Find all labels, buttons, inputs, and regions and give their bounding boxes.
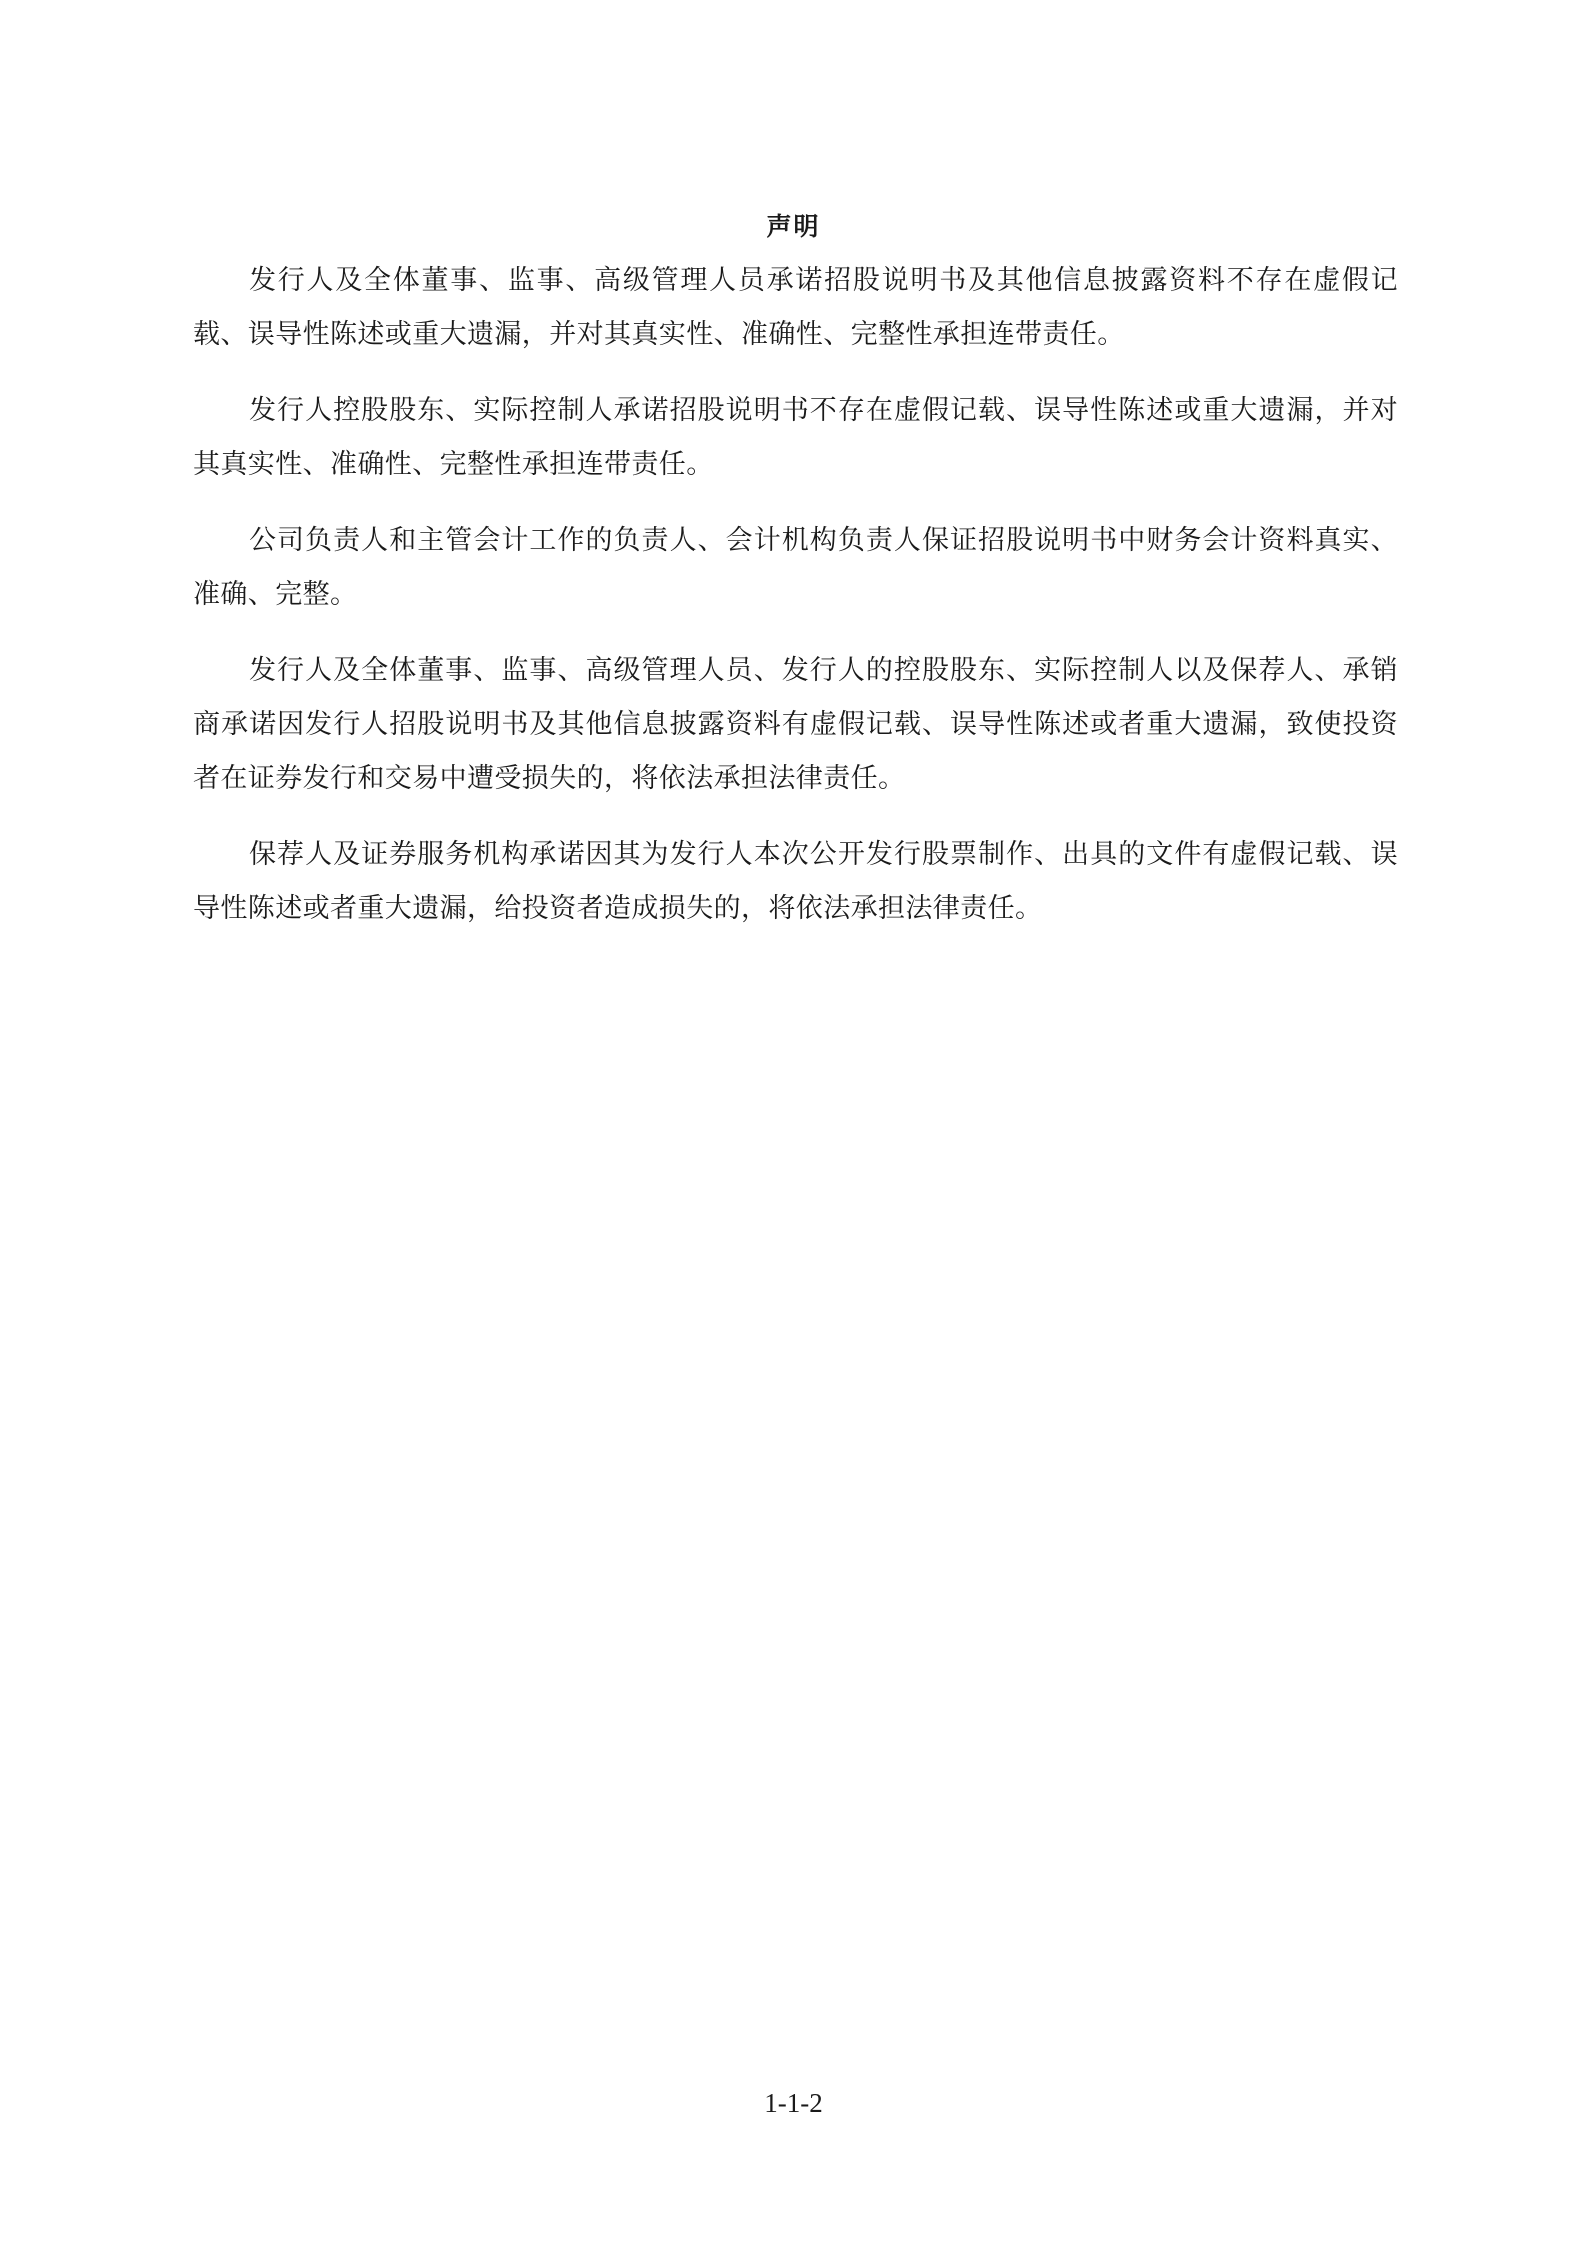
page-number: 1-1-2	[764, 2088, 823, 2118]
paragraph-sponsor-commitment: 保荐人及证券服务机构承诺因其为发行人本次公开发行股票制作、出具的文件有虚假记载、误导性陈述或者重大遗漏，给投资者造成损失的，将依法承担法律责任。	[193, 839, 1398, 924]
document-title: 声明	[766, 212, 821, 241]
paragraph-accounting-guarantee: 公司负责人和主管会计工作的负责人、会计机构负责人保证招股说明书中财务会计资料真实、准确、完整。	[193, 525, 1398, 610]
paragraph-directors-commitment: 发行人及全体董事、监事、高级管理人员承诺招股说明书及其他信息披露资料不存在虚假记载、误导性陈述或重大遗漏，并对其真实性、准确性、完整性承担连带责任。	[193, 265, 1398, 350]
paragraph-liability-commitment: 发行人及全体董事、监事、高级管理人员、发行人的控股股东、实际控制人以及保荐人、承销商承诺因发行人招股说明书及其他信息披露资料有虚假记载、误导性陈述或者重大遗漏，致使投资者在证券发行和交易中遭受损失的，将依法承担法律责任。	[193, 655, 1398, 794]
document-body	[193, 254, 1398, 958]
paragraph-controller-commitment: 发行人控股股东、实际控制人承诺招股说明书不存在虚假记载、误导性陈述或重大遗漏，并对其真实性、准确性、完整性承担连带责任。	[193, 395, 1398, 480]
